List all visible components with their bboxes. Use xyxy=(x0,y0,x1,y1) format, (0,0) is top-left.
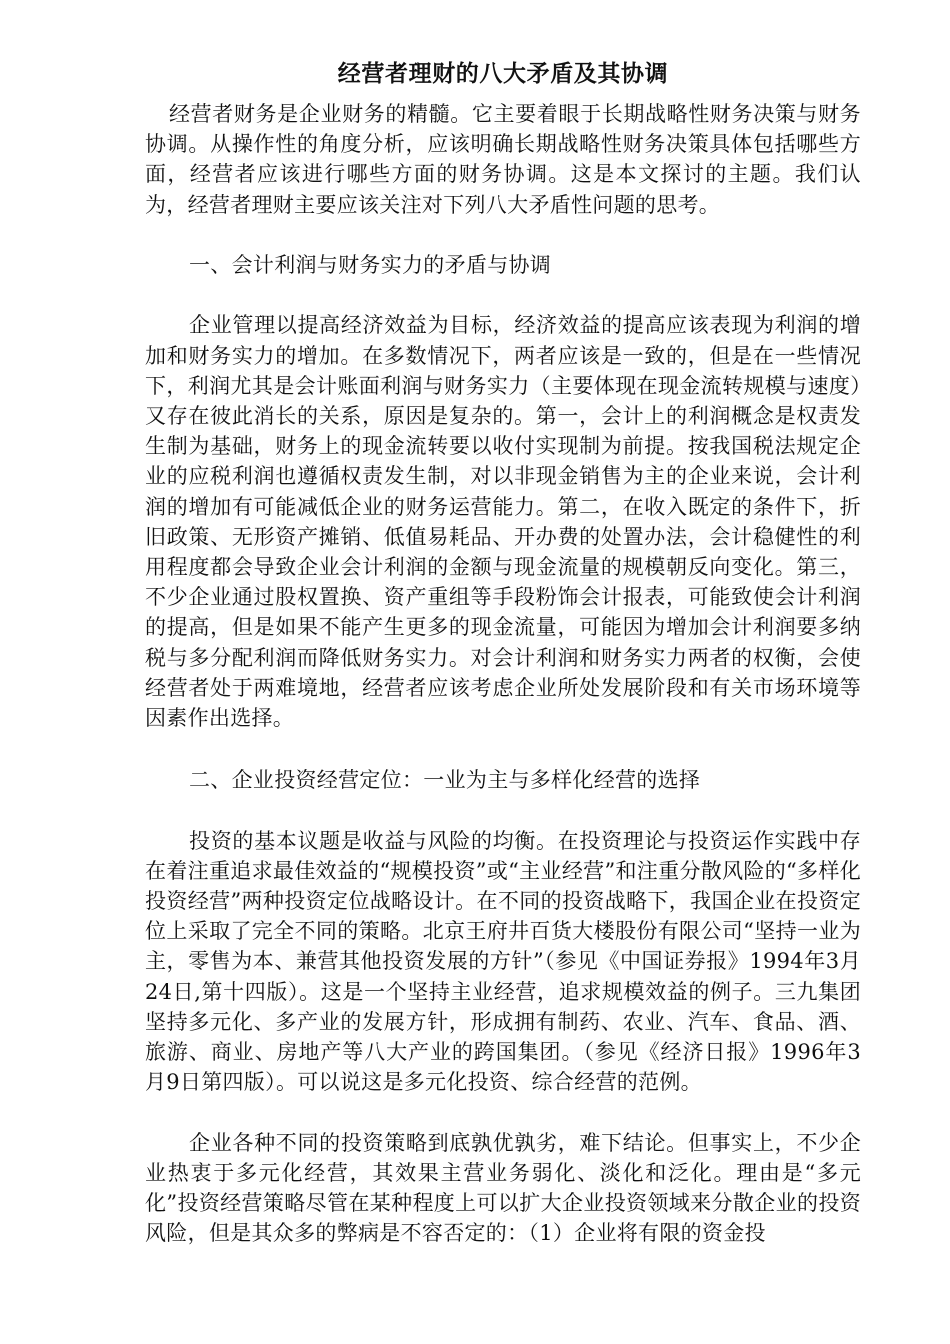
section-2-heading: 二、企业投资经营定位：一业为主与多样化经营的选择 xyxy=(189,768,701,793)
section-1-heading: 一、会计利润与财务实力的矛盾与协调 xyxy=(189,253,552,277)
paragraph-gap xyxy=(145,1097,861,1127)
section-2-paragraph-1: 投资的基本议题是收益与风险的均衡。在投资理论与投资运作实践中存在着注重追求最佳效益的“规模投资”或“主业经营”和注重分散风险的“多样化投资经营”两种投资定位战略设计。在不同的投资战略下，我国企业在投资定位上采取了完全不同的策略。北京王府井百货大楼股份有限公司“坚持一业为主，零售为本、兼营其他投资发展的方针”（参见《中国证券报》1994年3月24日,第十四版）。这是一个坚持主业经营，追求规模效益的例子。三九集团坚持多元化、多产业的发展方针，形成拥有制药、农业、汽车、食品、酒、旅游、商业、房地产等八大产业的跨国集团。（参见《经济日报》1996年3月9日第四版）。可以说这是多元化投资、综合经营的范例。 xyxy=(145,828,861,1095)
document-title: 经营者理财的八大矛盾及其协调 xyxy=(337,61,669,87)
paragraph-gap xyxy=(145,795,861,825)
paragraph-gap xyxy=(145,733,861,765)
document-body xyxy=(145,56,861,1248)
paragraph-gap xyxy=(145,220,861,250)
section-2-paragraph-2: 企业各种不同的投资策略到底孰优孰劣，难下结论。但事实上，不少企业热衷于多元化经营，其效果主营业务弱化、淡化和泛化。理由是“多元化”投资经营策略尽管在某种程度上可以扩大企业投资领域来分散企业的投资风险，但是其众多的弊病是不容否定的：（1）企业将有限的资金投 xyxy=(145,1130,861,1246)
section-1-paragraph: 企业管理以提高经济效益为目标，经济效益的提高应该表现为利润的增加和财务实力的增加。在多数情况下，两者应该是一致的，但是在一些情况下，利润尤其是会计账面利润与财务实力（主要体现在现金流转规模与速度）又存在彼此消长的关系，原因是复杂的。第一，会计上的利润概念是权责发生制为基础，财务上的现金流转要以收付实现制为前提。按我国税法规定企业的应税利润也遵循权责发生制，对以非现金销售为主的企业来说，会计利润的增加有可能减低企业的财务运营能力。第二，在收入既定的条件下，折旧政策、无形资产摊销、低值易耗品、开办费的处置办法，会计稳健性的利用程度都会导致企业会计利润的金额与现金流量的规模朝反向变化。第三，不少企业通过股权置换、资产重组等手段粉饰会计报表，可能致使会计利润的提高，但是如果不能产生更多的现金流量，可能因为增加会计利润要多纳税与多分配利润而降低财务实力。对会计利润和财务实力两者的权衡，会使经营者处于两难境地，经营者应该考虑企业所处发展阶段和有关市场环境等因素作出选择。 xyxy=(145,313,861,731)
intro-paragraph: 经营者财务是企业财务的精髓。它主要着眼于长期战略性财务决策与财务协调。从操作性的角度分析，应该明确长期战略性财务决策具体包括哪些方面，经营者应该进行哪些方面的财务协调。这是本文探讨的主题。我们认为，经营者理财主要应该关注对下列八大矛盾性问题的思考。 xyxy=(145,102,861,217)
paragraph-gap xyxy=(145,280,861,310)
